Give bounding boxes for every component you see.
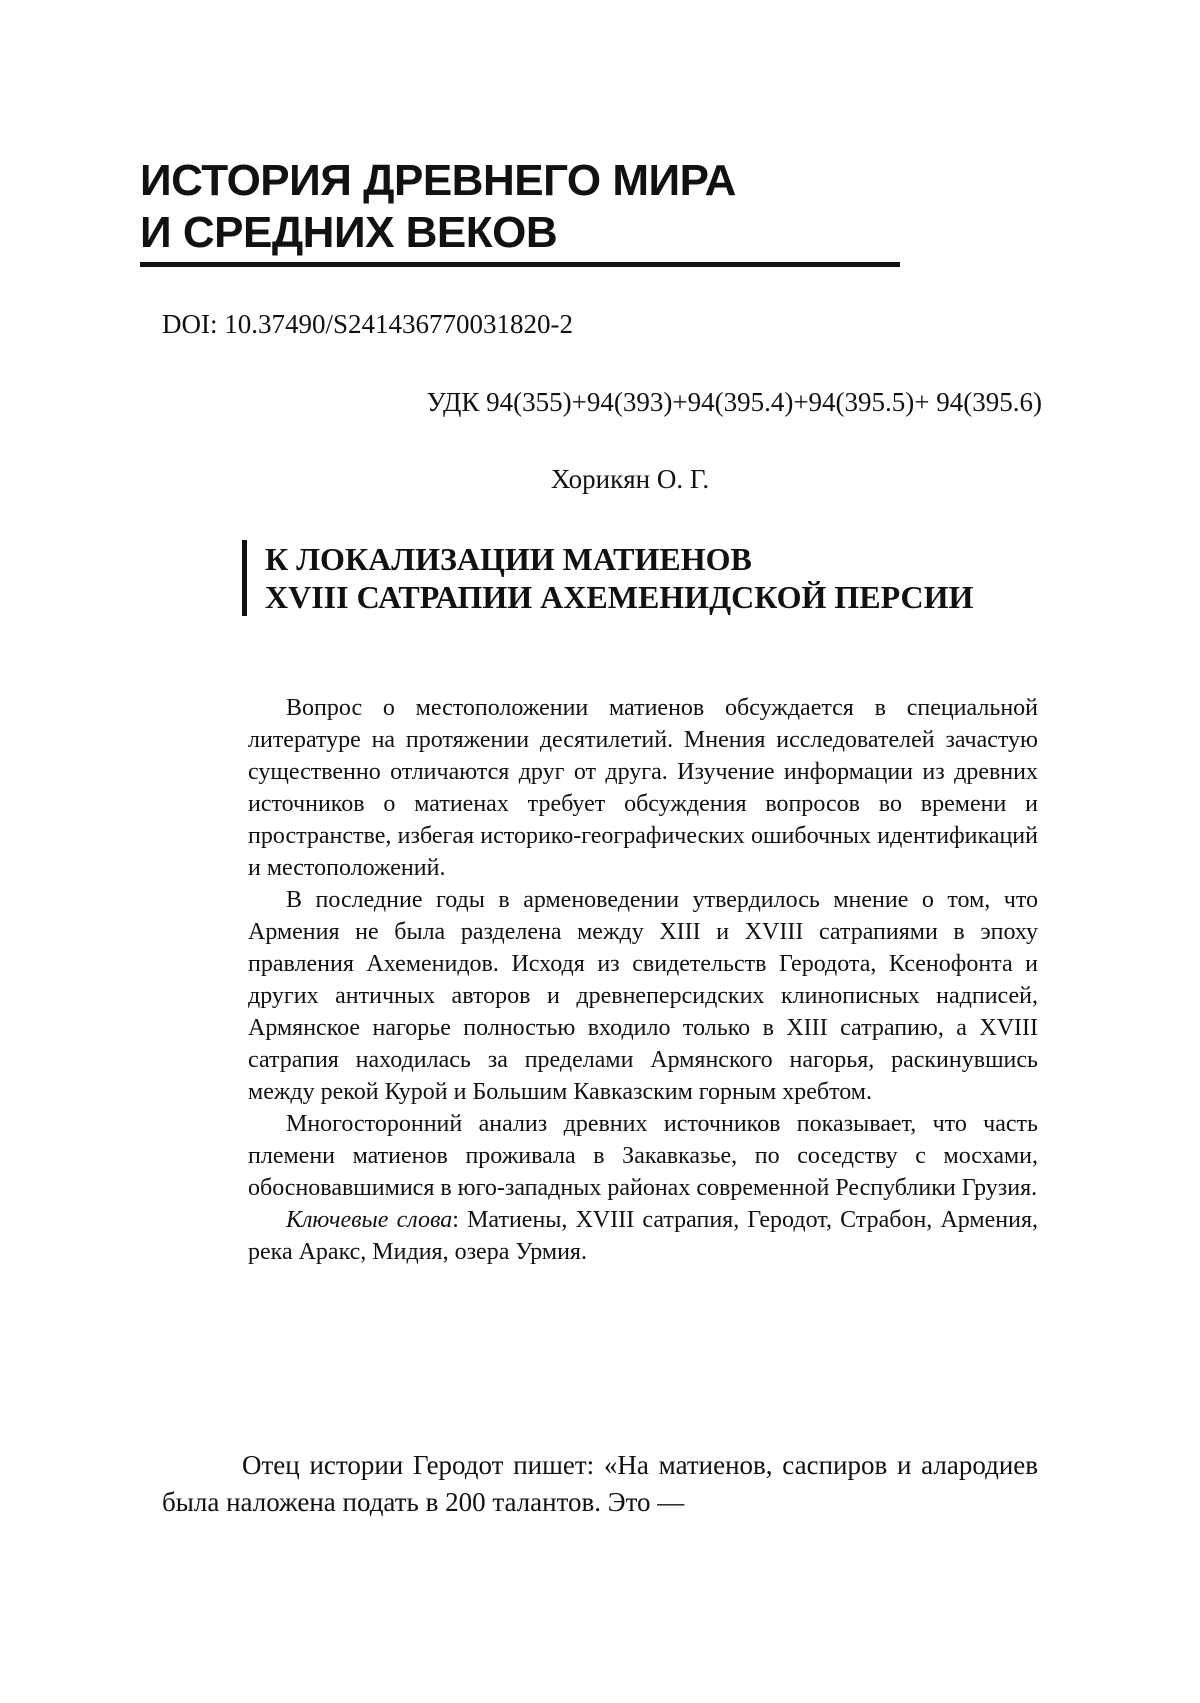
article-title-line-2: XVIII САТРАПИИ АХЕМЕНИДСКОЙ ПЕРСИИ [265,578,1115,616]
author-name: Хорикян О. Г. [0,463,1200,495]
body-paragraph-1: Отец истории Геродот пишет: «На матиенов, саспиров и алародиев была наложена подать в 200 талантов. Это — [162,1447,1038,1521]
abstract-paragraph-1: Вопрос о местоположении матиенов обсуждается в специальной литературе на протяжении десятилетий. Мнения исследователей зачастую существенно отличаются друг от друга. Изучение информации из древних источников о матиенах требует обсуждения вопросов во времени и пространстве, избегая историко-географических ошибочных идентификаций и местоположений. [248,692,1038,884]
article-title-line-1: К ЛОКАЛИЗАЦИИ МАТИЕНОВ [265,540,1115,578]
section-heading-line-2: И СРЕДНИХ ВЕКОВ [140,207,900,259]
keywords-text: : Матиены, XVIII сатрапия, Геродот, Страбон, Армения, река Аракс, Мидия, озера Урмия. [248,1207,1038,1265]
abstract [248,692,1038,1268]
udc-line: УДК 94(355)+94(393)+94(395.4)+94(395.5)+ 94(395.6) [427,386,1042,418]
article-body [162,1447,1038,1521]
abstract-paragraph-2: В последние годы в арменоведении утвердилось мнение о том, что Армения не была разделена между XIII и XVIII сатрапиями в эпоху правления Ахеменидов. Исходя из свидетельств Геродота, Ксенофонта и других античных авторов и древнеперсидских клинописных надписей, Армянское нагорье полностью входило только в XIII сатрапию, а XVIII сатрапия находилась за пределами Армянского нагорья, раскинувшись между рекой Курой и Большим Кавказским горным хребтом. [248,884,1038,1108]
section-heading [140,155,900,259]
section-heading-line-1: ИСТОРИЯ ДРЕВНЕГО МИРА [140,155,900,207]
article-title [242,540,1115,616]
doi-line: DOI: 10.37490/S241436770031820-2 [162,308,573,340]
keywords-label: Ключевые слова [286,1207,452,1233]
heading-underline-rule [140,262,900,267]
abstract-paragraph-3: Многосторонний анализ древних источников показывает, что часть племени матиенов проживала в Закавказье, по соседству с мосхами, обосновавшимися в юго-западных районах современной Республики Грузия. [248,1108,1038,1204]
keywords-paragraph [248,1204,1038,1268]
